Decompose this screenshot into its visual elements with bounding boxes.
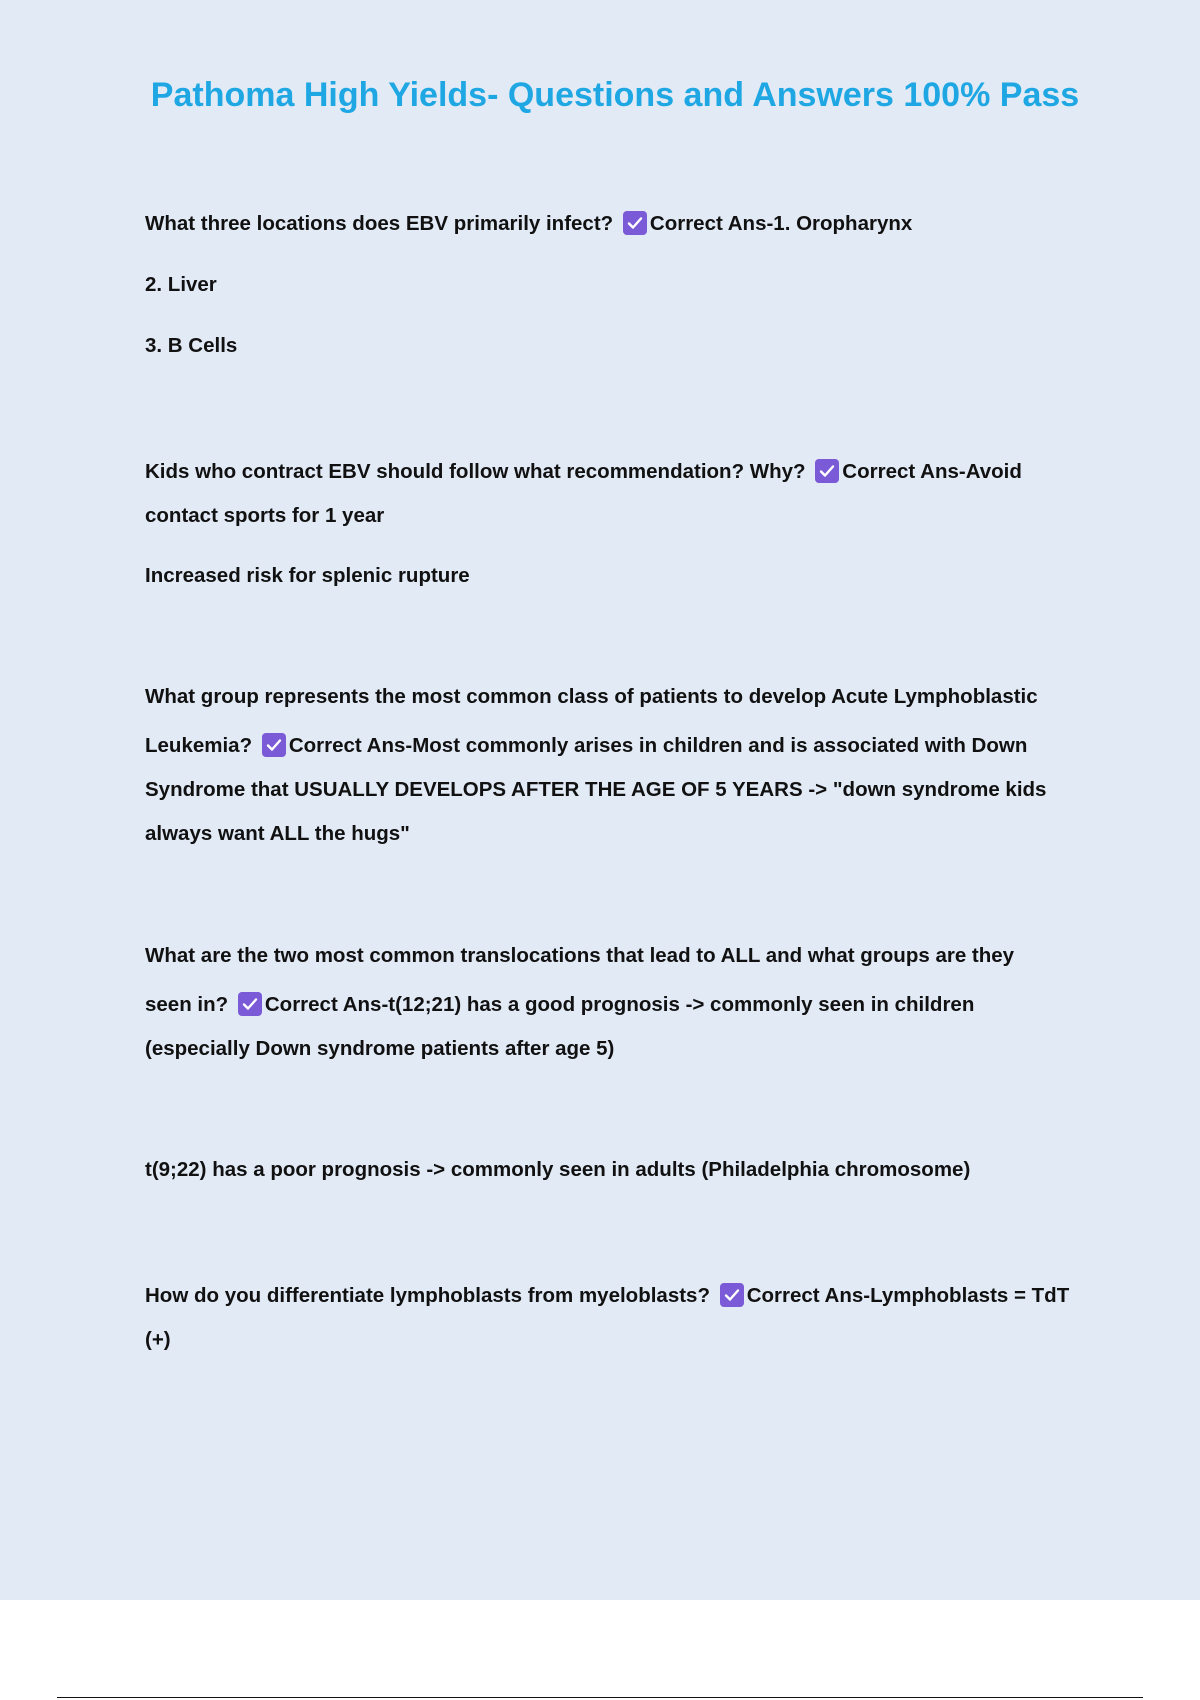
check-box-icon bbox=[815, 459, 839, 483]
question-2-line-1 bbox=[145, 459, 1022, 484]
answer-5-text: Correct Ans-Lymphoblasts = TdT bbox=[746, 1284, 1070, 1307]
answer-3-line-4: always want ALL the hugs" bbox=[145, 822, 410, 845]
answer-4-text: Correct Ans-t(12;21) has a good prognosis -> commonly seen in children bbox=[264, 993, 975, 1016]
question-4-line-2 bbox=[145, 992, 974, 1017]
question-4-line-1: What are the two most common translocations that lead to ALL and what groups are they bbox=[145, 944, 1015, 967]
answer-4-line-4: t(9;22) has a poor prognosis -> commonly seen in adults (Philadelphia chromosome) bbox=[145, 1158, 971, 1181]
answer-1-text: Correct Ans-1. Oropharynx bbox=[649, 212, 913, 235]
check-box-icon bbox=[720, 1283, 744, 1307]
question-4-text: seen in? bbox=[145, 993, 229, 1016]
question-5-text: How do you differentiate lymphoblasts from myeloblasts? bbox=[145, 1284, 710, 1307]
footer-divider bbox=[57, 1697, 1143, 1698]
question-1-text: What three locations does EBV primarily infect? bbox=[145, 212, 614, 235]
answer-3-text: Correct Ans-Most commonly arises in children and is associated with Down bbox=[288, 734, 1028, 757]
check-box-icon bbox=[262, 733, 286, 757]
answer-1-line-3: 3. B Cells bbox=[145, 334, 238, 357]
answer-5-line-2: (+) bbox=[145, 1328, 171, 1351]
answer-1-line-2: 2. Liver bbox=[145, 273, 217, 296]
question-2-text: Kids who contract EBV should follow what recommendation? Why? bbox=[145, 460, 806, 483]
question-3-line-1: What group represents the most common class of patients to develop Acute Lymphoblastic bbox=[145, 685, 1038, 708]
question-3-text: Leukemia? bbox=[145, 734, 253, 757]
answer-3-line-3: Syndrome that USUALLY DEVELOPS AFTER THE AGE OF 5 YEARS -> "down syndrome kids bbox=[145, 778, 1047, 801]
question-3-line-2 bbox=[145, 733, 1027, 758]
answer-2-text: Correct Ans-Avoid bbox=[842, 460, 1022, 483]
answer-2-line-3: Increased risk for splenic rupture bbox=[145, 564, 470, 587]
question-5-line-1 bbox=[145, 1283, 1069, 1308]
check-box-icon bbox=[623, 211, 647, 235]
document-title: Pathoma High Yields- Questions and Answers 100% Pass bbox=[150, 76, 1080, 114]
check-box-icon bbox=[238, 992, 262, 1016]
answer-4-line-3: (especially Down syndrome patients after age 5) bbox=[145, 1037, 615, 1060]
question-1-line-1 bbox=[145, 211, 912, 236]
answer-2-line-2: contact sports for 1 year bbox=[145, 504, 385, 527]
